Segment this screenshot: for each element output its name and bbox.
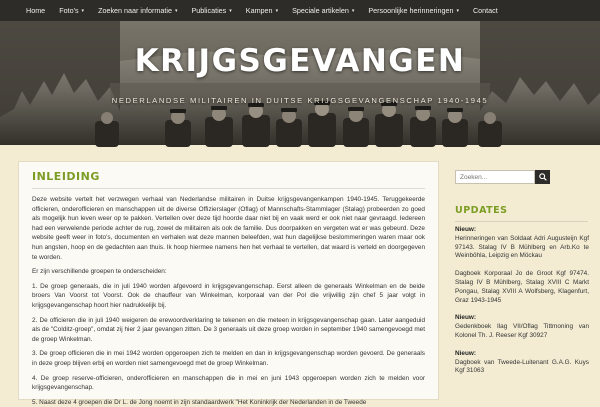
nav-item-label: Contact	[472, 6, 498, 15]
update-label: Nieuw:	[455, 226, 476, 233]
soldiers-group-photo	[0, 21, 600, 145]
nav-item-herinneringen[interactable]	[368, 6, 459, 15]
update-item[interactable]	[455, 226, 589, 261]
update-item[interactable]	[455, 350, 589, 376]
nav-item-fotos[interactable]	[59, 6, 84, 15]
chevron-down-icon: ▾	[81, 7, 85, 14]
main-nav	[0, 0, 600, 21]
nav-item-home[interactable]	[26, 6, 45, 15]
sidebar	[449, 161, 600, 400]
group-item: 1. De groep generaals, die in juli 1940 worden afgevoerd in krijgsgevangenschap. Eerst alleen de generaals Winkelman en de beide broers Van Voorst tot Voorst. Ook de chauffeur van Winkelman, korporaal van der Pol die vrijwillig zijn chef 5 jaar volgt in krijgsgevangenschap hoort hier nadrukkelijk bij.	[32, 282, 425, 309]
group-item: 4. De groep reserve-officieren, onderofficieren en manschappen die in mei en juni 1943 opgeroepen worden zich te melden voor krijgsgevangenschap.	[32, 374, 425, 392]
nav-item-label: Zoeken naar informatie	[98, 6, 172, 15]
search-button[interactable]	[535, 170, 550, 184]
nav-item-speciale-artikelen[interactable]	[292, 6, 354, 15]
group-item: 3. De groep officieren die in mei 1942 worden opgeroepen zich te melden en dan in krijgsgevangenschap worden gevoerd. De generaals in deze groep blijven erbij en worden niet samengevoegd met de groep Winkelman.	[32, 350, 425, 367]
groups-intro: Er zijn verschillende groepen te onderscheiden:	[32, 268, 167, 276]
intro-paragraph: Deze website vertelt het verzwegen verhaal van Nederlandse militairen in Duitse krijgsgevangenkampen 1940-1945. Teruggekeerde officieren, onderofficieren en manschappen uit de diverse Offizierslager (Oflag) of Mannschafts-Stammlager (Stalag) probeerden zo goed als mogelijk hun leven weer op te pakken. Vertellen over deze tijd hoorde daar niet bij en vaak werd er ook niet naar gevraagd. Iedereen had een verwelende periode achter de rug, zowel de militairen als ook de familie. Dus doorpakken en vergeten wat er was gebeurd. Deze website geeft weer in foto's, documenten en verhalen wat deze mannen beleefden, wat hun dagelijkse beslommeringen waren maar ook hun angsten, hoop en de gedachten aan thuis. Ik hoop hiermee namens hen het verhaal te vertellen, dat waard is verteld en doorgegeven te worden.	[32, 196, 425, 261]
update-text: Dagboek van Tweede-Luitenant G.A.G. Kuys Kgf 31063	[455, 358, 589, 375]
chevron-down-icon: ▾	[275, 7, 279, 14]
chevron-down-icon: ▾	[456, 7, 459, 14]
chevron-down-icon: ▾	[174, 7, 178, 14]
divider	[32, 188, 425, 189]
nav-item-label: Kampen	[245, 6, 273, 15]
nav-item-label: Foto's	[59, 6, 79, 15]
updates-heading: UPDATES	[455, 205, 508, 216]
group-item: 5. Naast deze 4 groepen die Dr L. de Jong noemt in zijn standaardwerk "Het Koninkrijk der Nederlanden in de Tweede	[32, 398, 367, 406]
chevron-down-icon: ▾	[229, 7, 232, 14]
nav-item-publicaties[interactable]	[192, 6, 232, 15]
nav-item-label: Home	[26, 6, 46, 15]
nav-item-label: Persoonlijke herinneringen	[368, 6, 454, 15]
update-label: Nieuw:	[455, 349, 476, 357]
nav-item-contact[interactable]	[473, 6, 498, 15]
site-title[interactable]: KRIJGSGEVANGEN	[134, 43, 466, 79]
update-text: Herinneringen van Soldaat Adri Augusteijn Kgf 97143. Stalag IV B Mühlberg en Arb.Ko te Weinböhla, Leipzig en Möckau	[455, 234, 589, 260]
nav-item-zoeken[interactable]	[98, 6, 177, 15]
update-item[interactable]	[455, 314, 589, 340]
group-item: 2. De officieren die in juli 1940 weigeren de erewoordverklaring te tekenen en die meteen in krijgsgevangenschap gaan. Later aangeduid als de "Colditz-groep", omdat zij hier 2 jaar gevangen zitten. De 3 generaals uit deze groep worden in september 1940 samengevoegd met de groep Winkelman.	[32, 316, 425, 343]
update-item[interactable]	[455, 270, 589, 305]
search-form	[455, 170, 600, 184]
main-content	[18, 161, 439, 406]
divider	[455, 221, 588, 222]
update-label: Nieuw:	[455, 314, 476, 322]
chevron-down-icon: ▾	[351, 7, 355, 14]
update-text: Dagboek Korporaal Jo de Groot Kgf 97474. Stalag IV B Mühlberg, Stalag XVIII C Markt Pongau, Stalag XVIII A Wolfsberg, Klagenfurt, Graz 1943-1945	[455, 270, 589, 304]
page-title: INLEIDING	[32, 170, 100, 183]
nav-item-kampen[interactable]	[246, 6, 278, 15]
search-input[interactable]	[455, 170, 535, 184]
nav-item-label: Publicaties	[191, 6, 227, 15]
search-icon	[539, 173, 547, 181]
site-subtitle: NEDERLANDSE MILITAIREN IN DUITSE KRIJGSGEVANGENSCHAP 1940-1945	[111, 96, 489, 105]
nav-item-label: Speciale artikelen	[292, 6, 349, 15]
update-text: Gedenkboek Ilag VII/Oflag Tittmoning van Kolonel Th. J. Reeser Kgf 30927	[455, 323, 589, 339]
hero-banner	[0, 21, 600, 145]
